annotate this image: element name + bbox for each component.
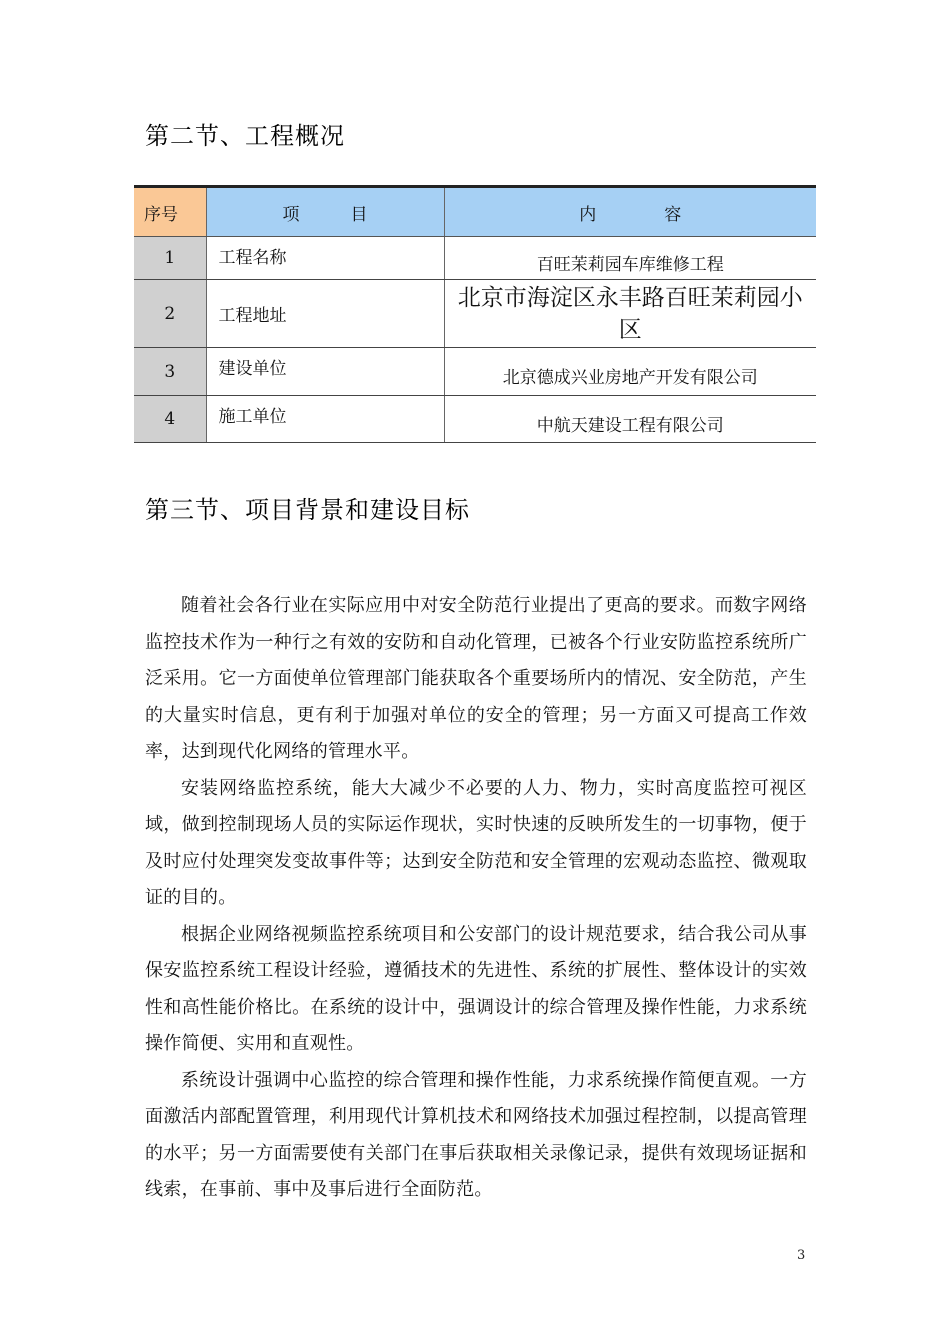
header-content: 内 容 (444, 187, 816, 237)
section-3-title: 第三节、项目背景和建设目标 (145, 496, 470, 524)
row-item: 施工单位 (206, 396, 444, 443)
table-row (134, 396, 816, 443)
row-seq: 2 (134, 280, 206, 348)
section-2-title: 第二节、工程概况 (145, 122, 345, 150)
table-row (134, 237, 816, 280)
table-row (134, 280, 816, 348)
page-number: 3 (797, 1248, 806, 1263)
project-overview-table (134, 185, 816, 443)
row-seq: 4 (134, 396, 206, 443)
row-content: 中航天建设工程有限公司 (444, 396, 816, 443)
paragraph: 安装网络监控系统，能大大减少不必要的人力、物力，实时高度监控可视区域，做到控制现场人员的实际运作现状，实时快速的反映所发生的一切事物，便于及时应付处理突发变故事件等；达到安全防范和安全管理的宏观动态监控、微观取证的目的。 (145, 777, 807, 908)
row-content: 百旺茉莉园车库维修工程 (444, 237, 816, 280)
row-item: 工程名称 (206, 237, 444, 280)
table-row (134, 348, 816, 396)
row-seq: 3 (134, 348, 206, 396)
row-item: 工程地址 (206, 280, 444, 348)
paragraph: 随着社会各行业在实际应用中对安全防范行业提出了更高的要求。而数字网络监控技术作为一种行之有效的安防和自动化管理，已被各个行业安防监控系统所广泛采用。它一方面使单位管理部门能获取各个重要场所内的情况、安全防范，产生的大量实时信息，更有利于加强对单位的安全的管理；另一方面又可提高工作效率，达到现代化网络的管理水平。 (145, 595, 807, 762)
paragraph: 系统设计强调中心监控的综合管理和操作性能，力求系统操作简便直观。一方面激活内部配置管理，利用现代计算机技术和网络技术加强过程控制，以提高管理的水平；另一方面需要使有关部门在事后获取相关录像记录，提供有效现场证据和线索，在事前、事中及事后进行全面防范。 (145, 1069, 807, 1200)
table-header-row (134, 187, 816, 237)
row-content: 北京德成兴业房地产开发有限公司 (444, 348, 816, 396)
paragraph: 根据企业网络视频监控系统项目和公安部门的设计规范要求，结合我公司从事保安监控系统工程设计经验，遵循技术的先进性、系统的扩展性、整体设计的实效性和高性能价格比。在系统的设计中，强调设计的综合管理及操作性能，力求系统操作简便、实用和直观性。 (145, 923, 807, 1054)
row-content: 北京市海淀区永丰路百旺茉莉园小区 (444, 280, 816, 348)
header-seq: 序号 (134, 187, 206, 237)
row-seq: 1 (134, 237, 206, 280)
row-item: 建设单位 (206, 348, 444, 396)
header-item: 项 目 (206, 187, 444, 237)
section-3-body (145, 588, 807, 1209)
